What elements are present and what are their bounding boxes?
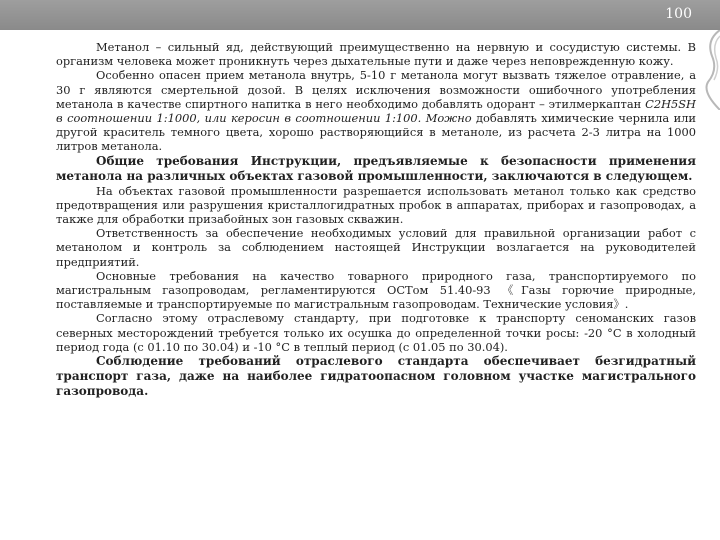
paragraph-gas-quality: Основные требования на качество товарного природного газа, транспортируемого по магистральным газопроводам, регламентируются ОСТом 51.40-93 《Газы горючие природные, поставляемые и транспортируемые по магистральным газопроводам. Технические условия》.	[56, 268, 696, 312]
paragraph-compliance: Соблюдение требований отраслевого стандарта обеспечивает безгидратный транспорт газа, даже на наиболее гидратоопасном головном участке магистрального газопровода.	[56, 354, 696, 399]
paragraph-standard-dewpoint: Согласно этому отраслевому стандарту, при подготовке к транспорту сеноманских газов северных месторождений требуется только их осушка до определенной точки росы: -20 °С в холодный период года (с 01.10 по 30.04) и -10 °С в теплый период (с 01.05 по 30.04).	[56, 311, 696, 354]
paragraph-danger-ingestion	[56, 68, 696, 153]
paragraph-danger-tail: добавлять химические чернила или другой краситель темного цвета, хорошо растворяющийся в метаноле, из расчета 2-3 литра на 1000 литров метанола.	[56, 111, 696, 154]
paragraph-danger-text: Особенно опасен прием метанола внутрь, 5-10 г метанола могут вызвать тяжелое отравление, а 30 г являются смертельной дозой. В целях исключения возможности ошибочного употребления метанола в качестве спиртного напитка в него необходимо добавлять одорант – этилмеркаптан	[56, 68, 696, 111]
header-bar	[0, 0, 720, 30]
page-number: 100	[665, 6, 692, 22]
paragraph-responsibility: Ответственность за обеспечение необходимых условий для правильной организации работ с метанолом и контроль за соблюдением настоящей Инструкции возлагается на руководителей предприятий.	[56, 226, 696, 269]
paragraph-general-requirements: Общие требования Инструкции, предъявляемые к безопасности применения метанола на различных объектах газовой промышленности, заключаются в следующем.	[56, 153, 696, 183]
paragraph-usage-permitted: На объектах газовой промышленности разрешается использовать метанол только как средство предотвращения или разрушения кристаллогидратных пробок в аппаратах, приборах и газопроводах, а также для обработки призабойных зон газовых скважин.	[56, 183, 696, 227]
corner-ornament	[698, 30, 720, 110]
paragraph-methanol-poison: Метанол – сильный яд, действующий преимущественно на нервную и сосудистую системы. В организм человека может проникнуть через дыхательные пути и даже через неповрежденную кожу.	[56, 40, 696, 69]
paragraph-danger-formula: С2Н5SН в соотношении 1:1000, или керосин в соотношении 1:100. Можно	[56, 96, 696, 126]
document-body	[56, 40, 696, 399]
